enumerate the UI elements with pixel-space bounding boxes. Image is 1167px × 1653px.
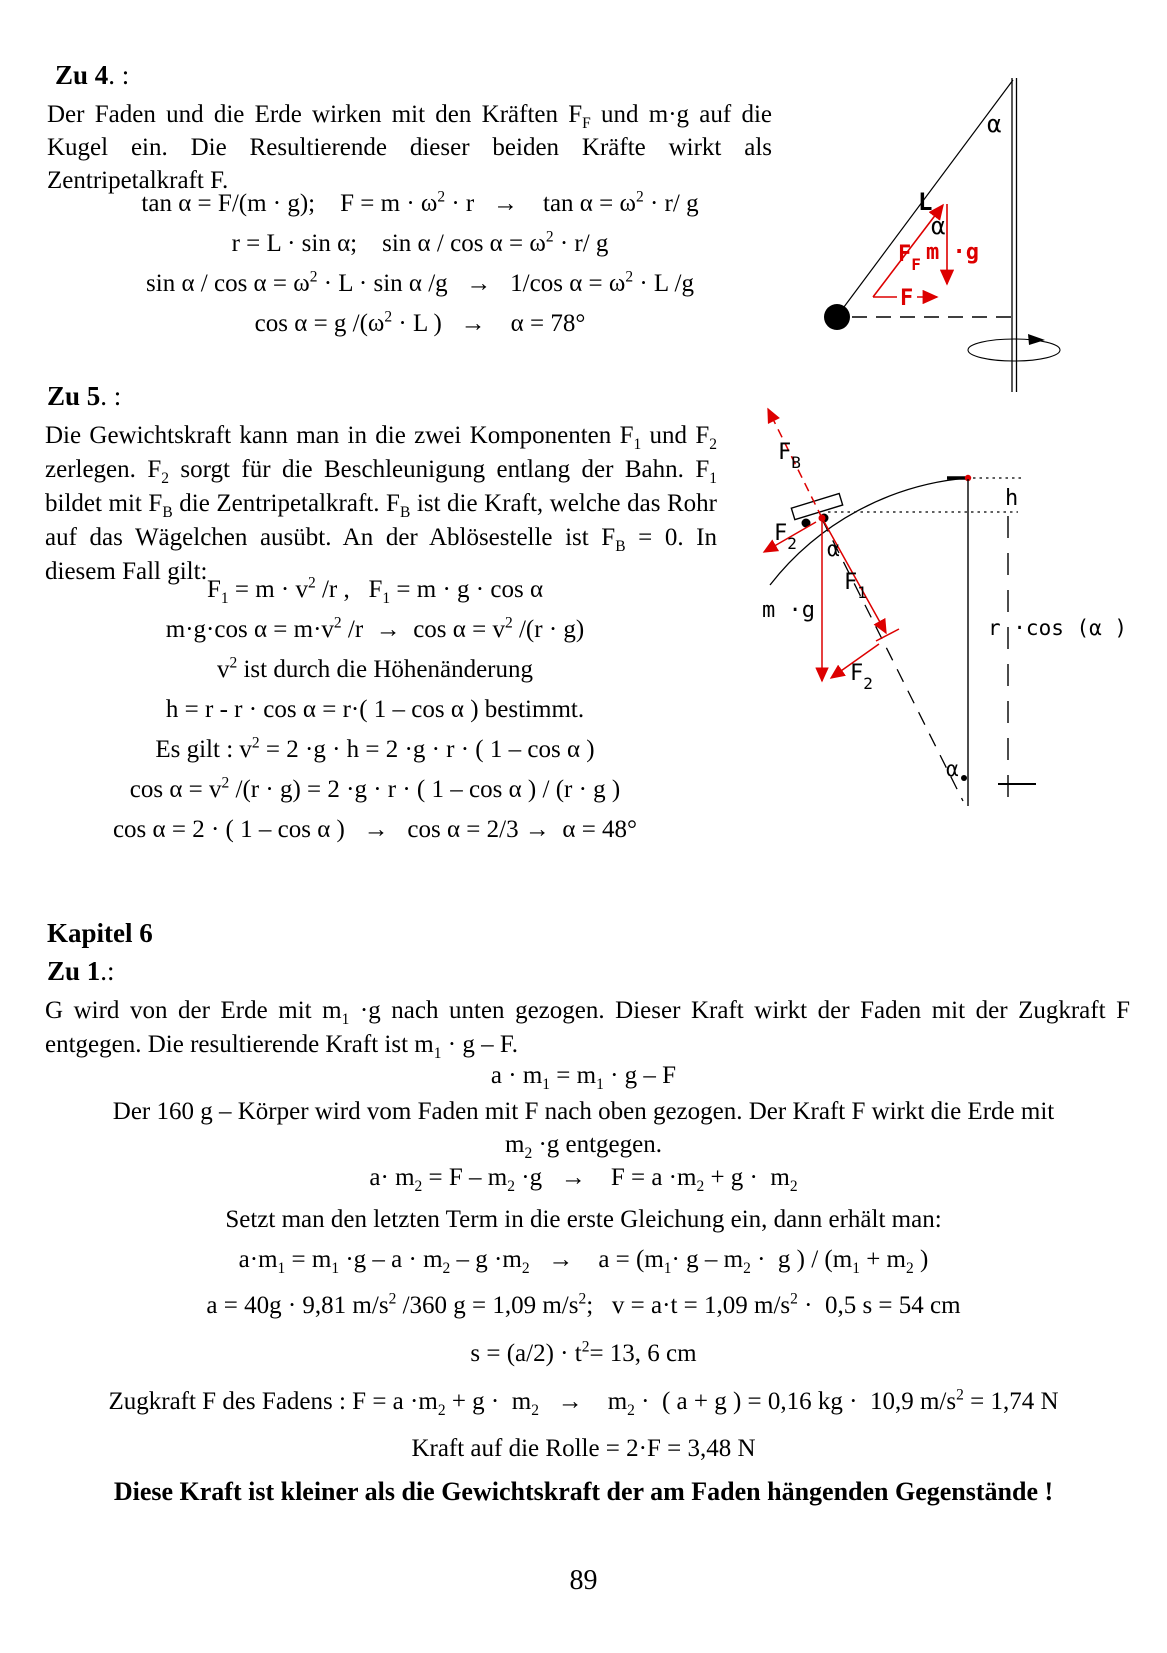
equation-line: cos α = g $/(\omega^2 \cdot L$ ) → α = 78° [254,308,586,337]
equation-line: $\sin \alpha / \cos \alpha = \omega^2 \cdot L \cdot \sin \alpha$ /g → 1/cos $\alpha = \omega^2 \cdot L$ /g [146,268,694,297]
height-label: h [1005,486,1019,511]
zu1-paragraph2-line2: $m_2 \cdot g$ entgegen. [504,1131,662,1162]
zu1-heading-label: Zu 1 [47,956,101,986]
equation-line: $F_1 = m \cdot v^2$ /r , $F_1 = m \cdot g \cdot \cos \alpha$ [206,574,544,607]
f2-lower-label: $F_2$ [850,661,873,693]
equation-line: $\cos \alpha = v^2$ /(r · g) = 2 ·g · r · ( 1 – cos α ) / (r · g ) [129,774,621,803]
zu1-equation5: $s = (a/2) \cdot t^2= 13$, 6 cm [470,1338,697,1367]
zu1-equation2: $a\cdot m_2 = F - m_2 \cdot g$ → $F = a \cdot m_2 + g \cdot m_2$ [369,1164,798,1195]
zu1-conclusion: Diese Kraft ist kleiner als die Gewichtskraft der am Faden hängenden Gegenstände ! [113,1477,1054,1506]
zu1-heading-suffix: .: [100,956,115,986]
alpha-bottom-label: α [946,757,959,781]
radius-dashed-line [822,519,963,801]
equation-line: h = r - r · cos α = r·( 1 – cos α ) bestimmt. [165,696,585,723]
zu5-heading-label: Zu 5 [47,381,101,411]
center-dot [961,775,967,781]
equation-line: cos α = 2 · ( 1 – cos α ) → cos α = 2/3 → α = 48° [112,816,638,843]
centripetal-force-label: F [900,286,914,311]
thread-force-label: $F_F$ [898,242,921,274]
weight-label: m ·g [762,598,815,623]
zu4-paragraph: Der Faden und die Erde wirken mit den Kräften $F_F$ und m·g auf die Kugel ein. Die Resultierende dieser beiden Kräfte wirkt als Zentripetalkraft F. [47,101,772,194]
zu4-equations [40,184,800,344]
f2-upper-label: $F_2$ [774,521,797,553]
circular-track-diagram [700,385,1140,825]
equation-line: r = L · sin α; $\sin \alpha / \cos \alpha = \omega^2 \cdot r/$ g [231,228,609,257]
equation-line: m·g·cos $\alpha = m\cdot v^2$ $/r \to \cos \alpha = v^2$ /(r · g) [165,614,585,643]
cart [791,494,842,520]
f1-label: $F_1$ [844,570,867,602]
rotation-arrowhead [1028,334,1045,345]
conical-pendulum-diagram [780,60,1167,400]
zu1-paragraph1: G wird von der Erde mit $m_1 \cdot g$ nach unten gezogen. Dieser Kraft wirkt der Faden mit der Zugkraft F entgegen. Die resultierende Kraft ist $m_1 \cdot g - F$. [45,997,1130,1062]
weight-label: m ·g [926,240,979,265]
alpha-top-label: α [987,110,1002,138]
zu5-paragraph: Die Gewichtskraft kann man in die zwei Komponenten $F_1$ und $F_2$ zerlegen. $F_2$ sorgt für die Beschleunigung entlang der Bahn. $F_1$ bildet mit $F_B$ die Zentripetalkraft. $F_B$ ist die Kraft, welche das Rohr auf das Wägelchen ausübt. An der Ablösestelle ist $F_B = 0$. In diesem Fall gilt: [45,422,717,585]
zu4-heading [55,60,129,91]
equation-line: tan α = F/(m · g); $F = m \cdot \omega^2 \cdot r$ → $\tan \alpha = \omega^2 \cdot r/$ g [141,188,699,217]
equation-line: $v^2$ ist durch die Höhenänderung [216,654,533,683]
zu4-heading-label: Zu 4 [55,60,109,90]
equation-line: Es gilt : $v^2 = 2 \cdot g \cdot h = 2 \cdot g \cdot r$ · ( 1 – cos α ) [155,734,595,763]
zu1-paragraph2-line1: Der 160 g – Körper wird vom Faden mit F nach oben gezogen. Der Kraft F wirkt die Erde mit [112,1098,1055,1125]
kapitel6-heading: Kapitel 6 [47,918,153,948]
zu1-heading [47,956,115,987]
zu5-heading [47,381,121,412]
zu5-equations [0,570,750,850]
pendulum-ball [824,304,850,330]
zu1-equation6: Zugkraft F des Fadens : $F = a \cdot m_2 + g \cdot m_2$ → $m_2$ · ( a + g ) = 0,16 kg · 10,9 $m/s^2 = 1,74$ N [108,1386,1059,1419]
zu1-equation1: $a \cdot m_1 = m_1 \cdot g - F$ [490,1062,677,1093]
zu1-equation4: a = 40g · 9,81 $m/s^2$ /360 g = 1,09 $m/s^2$; v = a·t = 1,09 $m/s^2 \cdot 0,5$ s = 54 cm [206,1290,961,1319]
string-length-label: L [918,188,933,216]
radius-label: r ·cos (α ) [988,616,1128,640]
rotation-ellipse [968,339,1060,361]
zu1-equation7: Kraft auf die Rolle = 2·F = 3,48 N [411,1435,756,1462]
zu1-text-insert: Setzt man den letzten Term in die erste Gleichung ein, dann erhält man: [225,1206,942,1233]
alpha-cart-label: α [827,537,840,561]
zu1-equation3: $a\cdot m_1 = m_1 \cdot g - a \cdot m_2 - g \cdot m_2$ → $a = (m_1\cdot g - m_2 \cdot g$ ) / ($m_1 + m_2$ ) [238,1246,929,1277]
rail-force-label: $F_B$ [778,440,801,472]
zu5-heading-suffix: . : [100,381,122,411]
zu4-heading-suffix: . : [108,60,130,90]
alpha-inner-label: α [931,212,946,240]
page-number: 89 [569,1565,598,1596]
